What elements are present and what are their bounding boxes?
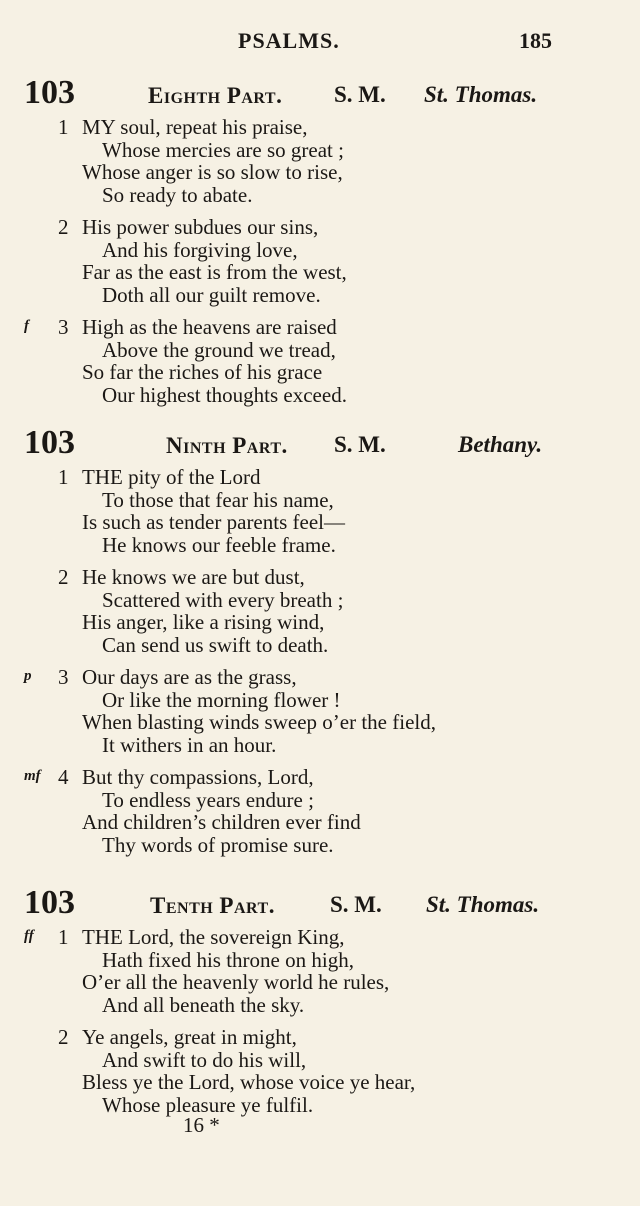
stanza-line: Ye angels, great in might, (82, 1025, 297, 1049)
stanza (0, 766, 640, 856)
hymn-meter: S. M. (334, 82, 386, 107)
stanza (0, 1026, 640, 1116)
hymn-tune: St. Thomas. (424, 82, 538, 107)
hymn-number: 103 (24, 424, 75, 461)
stanza (0, 116, 640, 206)
signature-mark: 16 * (183, 1113, 220, 1137)
page-number: 185 (519, 28, 552, 53)
stanza-line: Our highest thoughts exceed. (102, 382, 347, 407)
stanza-line: Doth all our guilt remove. (102, 282, 321, 307)
stanza-line: THE pity of the Lord (82, 465, 261, 489)
stanza-line: His anger, like a rising wind, (82, 610, 325, 634)
stanza-number: 4 (58, 765, 69, 789)
stanza-line: High as the heavens are raised (82, 315, 337, 339)
stanza (0, 926, 640, 1016)
stanza-line: So ready to abate. (102, 182, 253, 207)
stanza-line: Far as the east is from the west, (82, 260, 347, 284)
stanza-line: Thy words of promise sure. (102, 832, 334, 857)
hymn-header (0, 424, 640, 466)
dynamic-marking: p (24, 668, 32, 684)
hymn-tenth-part (0, 884, 640, 1126)
stanza-line: But thy compassions, Lord, (82, 765, 314, 789)
hymn-header (0, 884, 640, 926)
stanza-line: Hath fixed his throne on high, (102, 947, 354, 972)
hymn-number: 103 (24, 884, 75, 921)
stanza-number: 2 (58, 1025, 69, 1049)
stanza-line: To endless years endure ; (102, 787, 314, 812)
hymn-eighth-part (0, 74, 640, 416)
hymn-part: Tenth Part. (150, 893, 275, 918)
hymn-tune: St. Thomas. (426, 892, 540, 917)
stanza-number: 2 (58, 565, 69, 589)
stanza-line: And his forgiving love, (102, 237, 298, 262)
stanza (0, 466, 640, 556)
stanza-line: So far the riches of his grace (82, 360, 323, 384)
stanza-line: Above the ground we tread, (102, 337, 336, 362)
stanza-line: He knows we are but dust, (82, 565, 305, 589)
stanza-line: Whose mercies are so great ; (102, 137, 344, 162)
stanza (0, 566, 640, 656)
stanza-line: MY soul, repeat his praise, (82, 115, 308, 139)
stanza-number: 3 (58, 315, 69, 339)
stanza-line: Whose anger is so slow to rise, (82, 160, 343, 184)
stanza-line: Our days are as the grass, (82, 665, 297, 689)
stanza (0, 666, 640, 756)
stanza-line: It withers in an hour. (102, 732, 277, 757)
running-header (0, 28, 640, 58)
stanza-number: 3 (58, 665, 69, 689)
stanza-line: Can send us swift to death. (102, 632, 329, 657)
stanza-line: Scattered with every breath ; (102, 587, 344, 612)
dynamic-marking: ff (24, 928, 34, 944)
stanza-line: To those that fear his name, (102, 487, 334, 512)
stanza-line: And children’s children ever find (82, 810, 361, 834)
dynamic-marking: mf (24, 768, 41, 784)
stanza-number: 1 (58, 465, 69, 489)
stanza-line: Bless ye the Lord, whose voice ye hear, (82, 1070, 416, 1094)
stanza-number: 1 (58, 115, 69, 139)
hymn-ninth-part (0, 424, 640, 866)
running-title: PSALMS. (238, 28, 340, 53)
stanza-line: His power subdues our sins, (82, 215, 319, 239)
stanza-line: THE Lord, the sovereign King, (82, 925, 345, 949)
stanza-number: 1 (58, 925, 69, 949)
dynamic-marking: f (24, 318, 29, 334)
hymn-number: 103 (24, 74, 75, 111)
stanza-line: When blasting winds sweep o’er the field, (82, 710, 436, 734)
stanza-line: Whose pleasure ye fulfil. (102, 1092, 314, 1117)
stanza-line: And swift to do his will, (102, 1047, 307, 1072)
stanza-line: Is such as tender parents feel— (82, 510, 345, 534)
hymn-meter: S. M. (334, 432, 386, 457)
hymn-part: Eighth Part. (148, 83, 283, 108)
stanza-line: O’er all the heavenly world he rules, (82, 970, 390, 994)
stanza-line: Or like the morning flower ! (102, 687, 341, 712)
stanza (0, 216, 640, 306)
stanza (0, 316, 640, 406)
stanza-line: And all beneath the sky. (102, 992, 305, 1017)
stanza-line: He knows our feeble frame. (102, 532, 336, 557)
hymn-part: Ninth Part. (166, 433, 288, 458)
hymn-tune: Bethany. (458, 432, 543, 457)
hymn-meter: S. M. (330, 892, 382, 917)
hymn-header (0, 74, 640, 116)
stanza-number: 2 (58, 215, 69, 239)
